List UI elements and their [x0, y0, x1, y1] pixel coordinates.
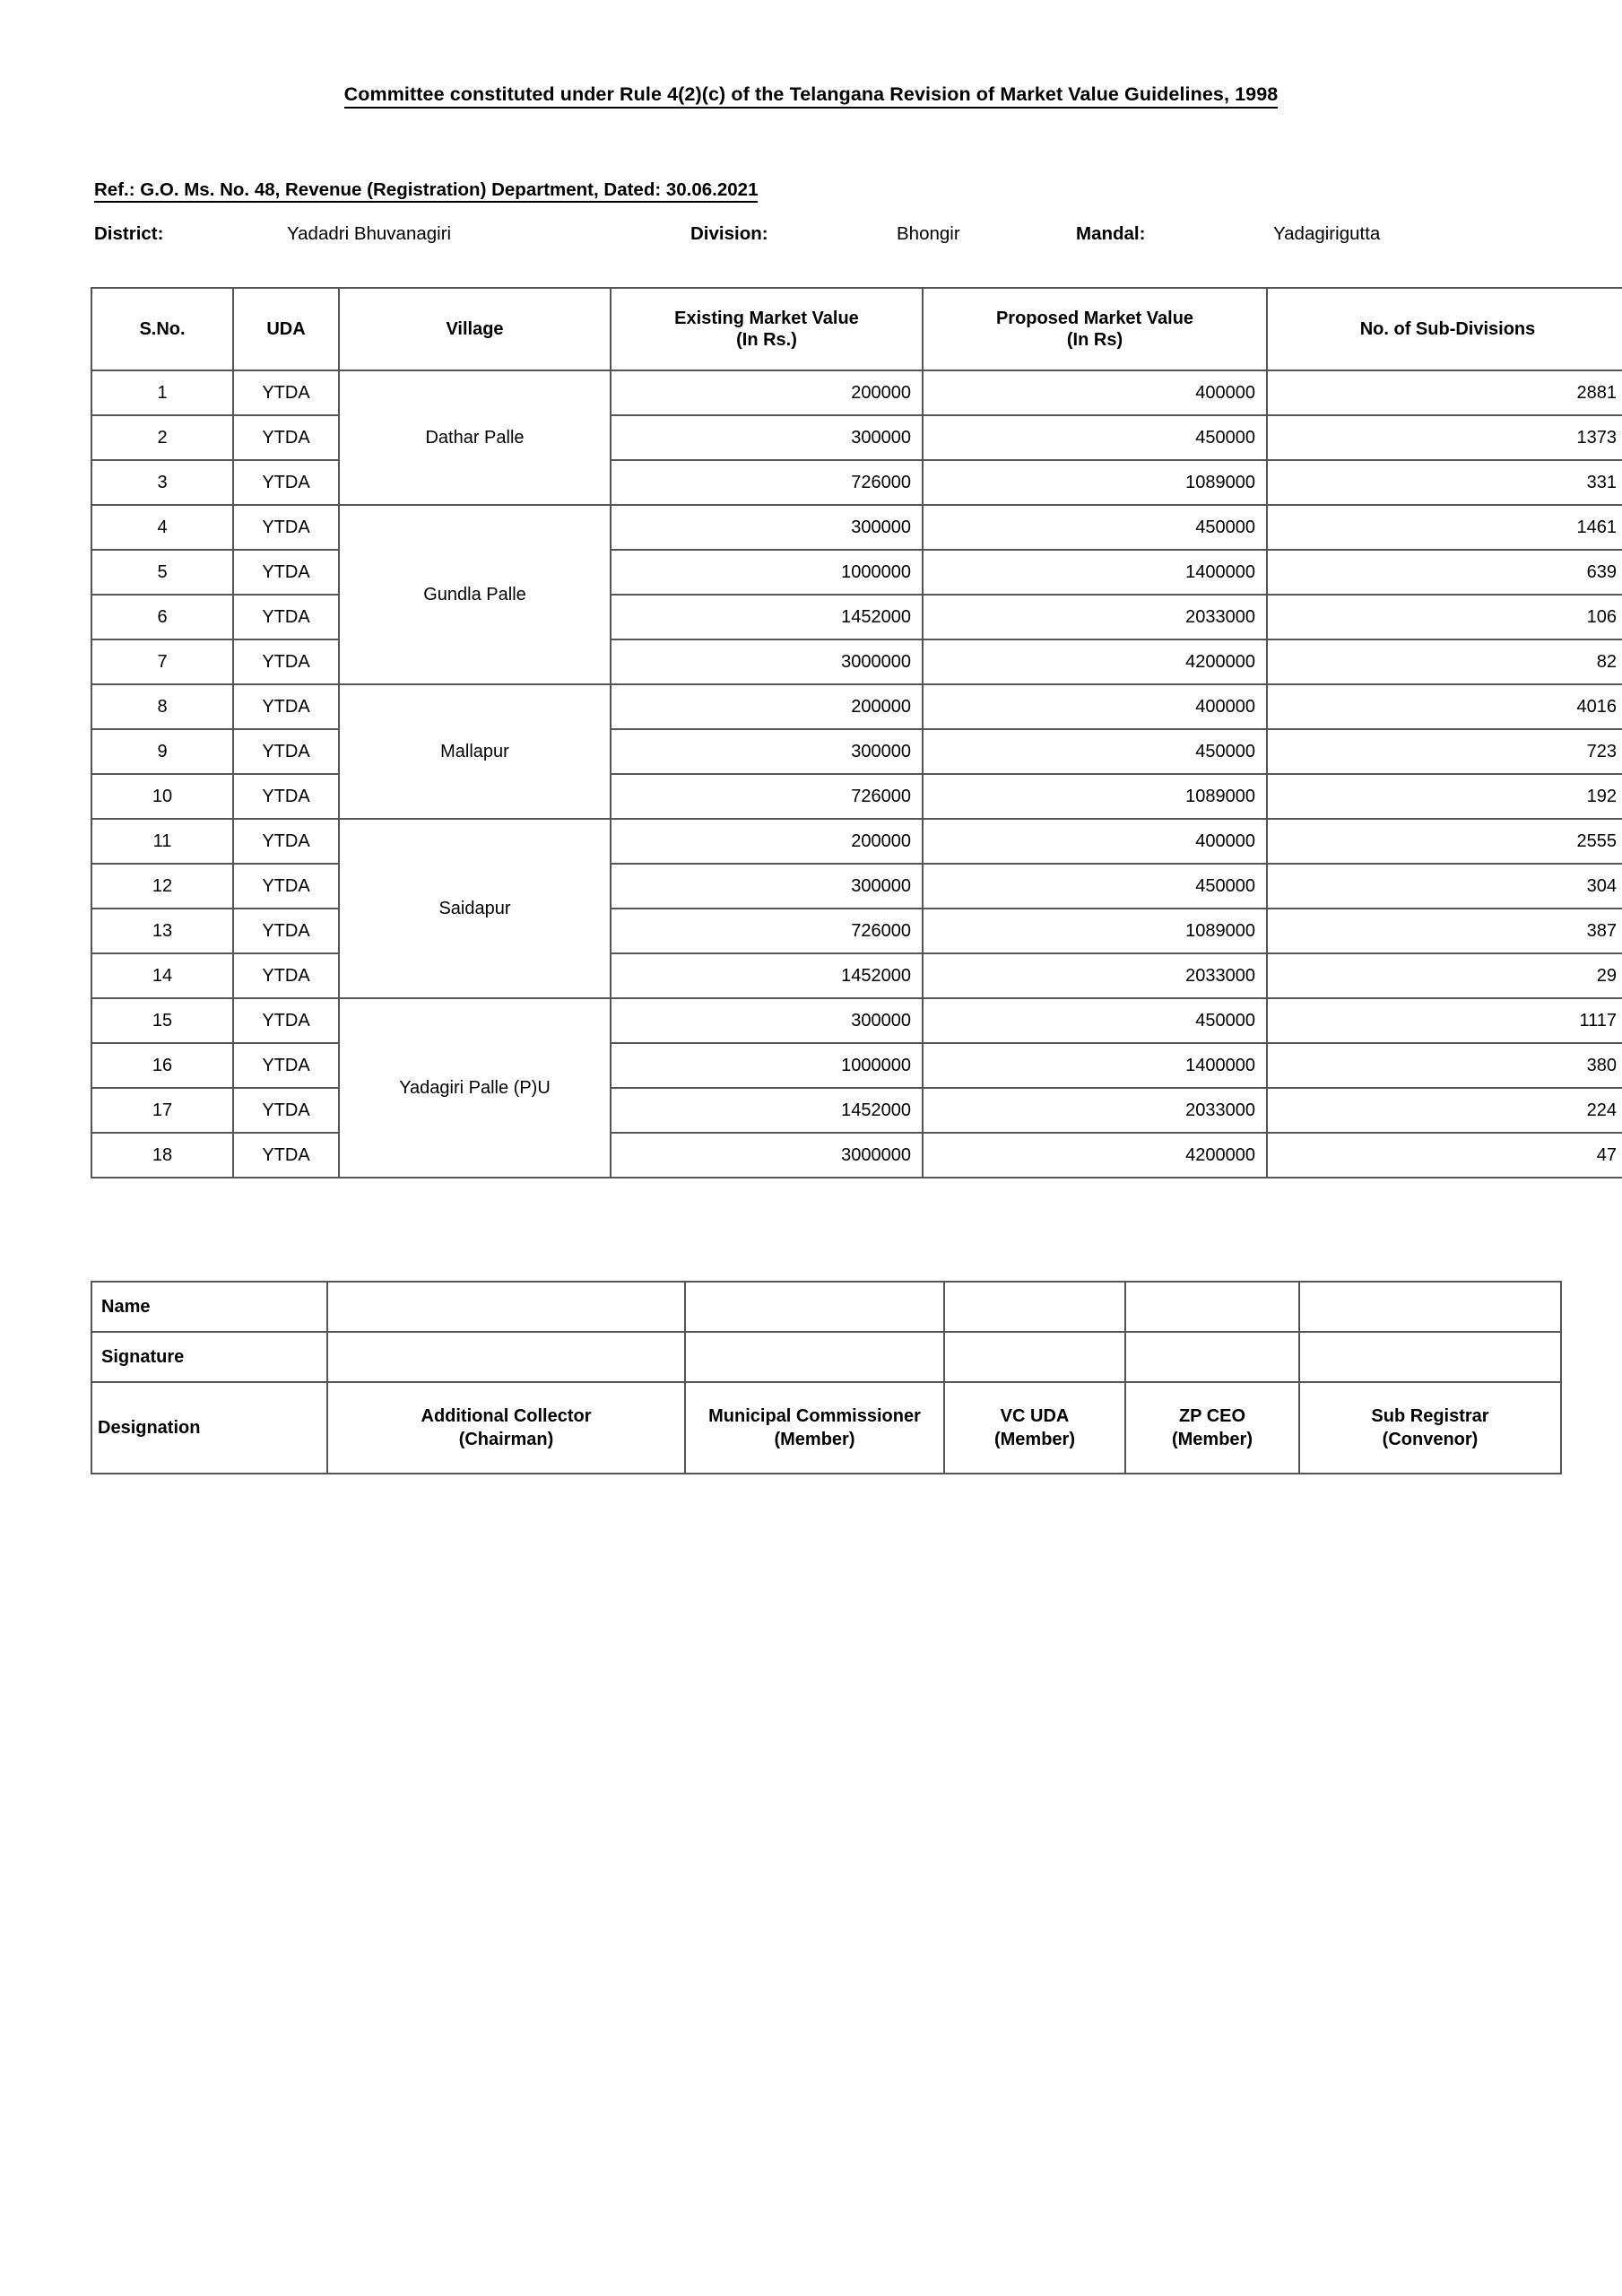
cell-sno: 1 — [91, 370, 233, 415]
cell-uda: YTDA — [233, 1043, 339, 1088]
cell-village: Yadagiri Palle (P)U — [339, 998, 611, 1178]
district-value: Yadadri Bhuvanagiri — [287, 223, 452, 244]
cell-sub-divisions: 1373 — [1267, 415, 1622, 460]
table-row — [91, 953, 1622, 998]
signature-name-field-3[interactable] — [944, 1282, 1125, 1332]
table-row — [91, 1043, 1622, 1088]
table-row — [91, 595, 1622, 639]
table-header-row — [91, 288, 1622, 370]
cell-existing-market-value: 726000 — [611, 909, 923, 953]
cell-sub-divisions: 1461 — [1267, 505, 1622, 550]
cell-sub-divisions: 387 — [1267, 909, 1622, 953]
cell-sno: 7 — [91, 639, 233, 684]
signature-row-name — [91, 1282, 1561, 1332]
signature-table-body — [91, 1282, 1561, 1474]
designation-title-4: ZP CEO — [1178, 1406, 1246, 1426]
designation-role-4: (Member) — [1171, 1430, 1253, 1449]
cell-sub-divisions: 47 — [1267, 1133, 1622, 1178]
cell-proposed-market-value: 2033000 — [923, 1088, 1267, 1133]
signature-label-signature: Signature — [91, 1332, 327, 1382]
cell-proposed-market-value: 450000 — [923, 505, 1267, 550]
cell-village: Dathar Palle — [339, 370, 611, 505]
table-row — [91, 1088, 1622, 1133]
designation-role-5: (Convenor) — [1382, 1430, 1479, 1449]
market-value-table-container — [91, 287, 1617, 1178]
cell-sub-divisions: 2555 — [1267, 819, 1622, 864]
cell-existing-market-value: 1000000 — [611, 550, 923, 595]
market-value-table-body — [91, 370, 1622, 1178]
signature-label-designation: Designation — [91, 1382, 327, 1474]
header-sno: S.No. — [91, 288, 233, 370]
table-row — [91, 505, 1622, 550]
cell-uda: YTDA — [233, 909, 339, 953]
signature-table — [91, 1281, 1562, 1474]
table-row — [91, 460, 1622, 505]
cell-uda: YTDA — [233, 953, 339, 998]
cell-sno: 14 — [91, 953, 233, 998]
cell-sno: 8 — [91, 684, 233, 729]
cell-sno: 2 — [91, 415, 233, 460]
signature-name-field-5[interactable] — [1299, 1282, 1561, 1332]
designation-cell-4 — [1125, 1382, 1299, 1474]
cell-sno: 11 — [91, 819, 233, 864]
cell-existing-market-value: 300000 — [611, 864, 923, 909]
cell-uda: YTDA — [233, 1088, 339, 1133]
designation-cell-5 — [1299, 1382, 1561, 1474]
cell-uda: YTDA — [233, 729, 339, 774]
table-row — [91, 729, 1622, 774]
signature-sign-field-3[interactable] — [944, 1332, 1125, 1382]
header-proposed-market-value-line2: (In Rs) — [1066, 330, 1123, 350]
signature-name-field-1[interactable] — [327, 1282, 685, 1332]
cell-existing-market-value: 3000000 — [611, 1133, 923, 1178]
mandal-label: Mandal: — [1076, 223, 1146, 244]
table-row — [91, 415, 1622, 460]
table-row — [91, 684, 1622, 729]
cell-sno: 18 — [91, 1133, 233, 1178]
cell-uda: YTDA — [233, 595, 339, 639]
cell-sub-divisions: 4016 — [1267, 684, 1622, 729]
cell-sub-divisions: 1117 — [1267, 998, 1622, 1043]
cell-uda: YTDA — [233, 684, 339, 729]
cell-proposed-market-value: 4200000 — [923, 639, 1267, 684]
designation-role-3: (Member) — [993, 1430, 1075, 1449]
designation-cell-3 — [944, 1382, 1125, 1474]
cell-proposed-market-value: 400000 — [923, 370, 1267, 415]
cell-proposed-market-value: 450000 — [923, 864, 1267, 909]
market-value-table-head — [91, 288, 1622, 370]
cell-existing-market-value: 300000 — [611, 505, 923, 550]
cell-sub-divisions: 639 — [1267, 550, 1622, 595]
cell-sub-divisions: 82 — [1267, 639, 1622, 684]
header-proposed-market-value-line1: Proposed Market Value — [995, 308, 1194, 328]
table-row — [91, 774, 1622, 819]
header-existing-market-value-line2: (In Rs.) — [736, 330, 797, 350]
division-label: Division: — [690, 223, 768, 244]
header-village: Village — [339, 288, 611, 370]
signature-name-field-4[interactable] — [1125, 1282, 1299, 1332]
cell-sno: 13 — [91, 909, 233, 953]
signature-table-container — [91, 1281, 1531, 1474]
cell-proposed-market-value: 450000 — [923, 729, 1267, 774]
cell-proposed-market-value: 1400000 — [923, 550, 1267, 595]
page-title-text: Committee constituted under Rule 4(2)(c) of the Telangana Revision of Market Value Guidelines, 1998 — [344, 83, 1279, 109]
cell-sub-divisions: 29 — [1267, 953, 1622, 998]
government-order-reference — [94, 179, 758, 201]
signature-row-designation — [91, 1382, 1561, 1474]
cell-uda: YTDA — [233, 998, 339, 1043]
table-row — [91, 639, 1622, 684]
cell-uda: YTDA — [233, 460, 339, 505]
cell-uda: YTDA — [233, 505, 339, 550]
mandal-value: Yadagirigutta — [1273, 223, 1381, 244]
cell-sno: 12 — [91, 864, 233, 909]
cell-proposed-market-value: 450000 — [923, 415, 1267, 460]
table-row — [91, 909, 1622, 953]
signature-sign-field-1[interactable] — [327, 1332, 685, 1382]
cell-uda: YTDA — [233, 864, 339, 909]
cell-existing-market-value: 1452000 — [611, 595, 923, 639]
cell-uda: YTDA — [233, 415, 339, 460]
cell-village: Gundla Palle — [339, 505, 611, 684]
cell-village: Saidapur — [339, 819, 611, 998]
table-row — [91, 1133, 1622, 1178]
header-sub-divisions: No. of Sub-Divisions — [1267, 288, 1622, 370]
header-uda: UDA — [233, 288, 339, 370]
table-row — [91, 370, 1622, 415]
cell-sno: 16 — [91, 1043, 233, 1088]
cell-sno: 17 — [91, 1088, 233, 1133]
cell-proposed-market-value: 400000 — [923, 819, 1267, 864]
cell-uda: YTDA — [233, 1133, 339, 1178]
cell-sno: 10 — [91, 774, 233, 819]
cell-sub-divisions: 380 — [1267, 1043, 1622, 1088]
cell-sub-divisions: 723 — [1267, 729, 1622, 774]
cell-proposed-market-value: 4200000 — [923, 1133, 1267, 1178]
cell-uda: YTDA — [233, 639, 339, 684]
designation-role-2: (Member) — [774, 1430, 855, 1449]
cell-existing-market-value: 3000000 — [611, 639, 923, 684]
page-title — [0, 83, 1622, 106]
cell-existing-market-value: 200000 — [611, 819, 923, 864]
designation-cell-1 — [327, 1382, 685, 1474]
cell-proposed-market-value: 450000 — [923, 998, 1267, 1043]
header-existing-market-value-line1: Existing Market Value — [674, 308, 859, 328]
signature-sign-field-4[interactable] — [1125, 1332, 1299, 1382]
cell-sno: 15 — [91, 998, 233, 1043]
cell-uda: YTDA — [233, 550, 339, 595]
cell-existing-market-value: 726000 — [611, 460, 923, 505]
cell-sub-divisions: 224 — [1267, 1088, 1622, 1133]
signature-sign-field-5[interactable] — [1299, 1332, 1561, 1382]
designation-title-5: Sub Registrar — [1371, 1406, 1489, 1426]
designation-title-1: Additional Collector — [421, 1406, 592, 1426]
cell-existing-market-value: 300000 — [611, 415, 923, 460]
cell-sno: 4 — [91, 505, 233, 550]
signature-label-name: Name — [91, 1282, 327, 1332]
table-row — [91, 864, 1622, 909]
cell-proposed-market-value: 1089000 — [923, 460, 1267, 505]
cell-existing-market-value: 200000 — [611, 370, 923, 415]
cell-sub-divisions: 106 — [1267, 595, 1622, 639]
cell-proposed-market-value: 2033000 — [923, 953, 1267, 998]
cell-proposed-market-value: 2033000 — [923, 595, 1267, 639]
header-proposed-market-value — [923, 288, 1267, 370]
signature-name-field-2[interactable] — [685, 1282, 944, 1332]
cell-existing-market-value: 200000 — [611, 684, 923, 729]
cell-existing-market-value: 1000000 — [611, 1043, 923, 1088]
cell-proposed-market-value: 1089000 — [923, 774, 1267, 819]
designation-title-2: Municipal Commissioner — [708, 1406, 921, 1426]
cell-sno: 6 — [91, 595, 233, 639]
cell-sub-divisions: 331 — [1267, 460, 1622, 505]
cell-uda: YTDA — [233, 819, 339, 864]
cell-sno: 5 — [91, 550, 233, 595]
district-label: District: — [94, 223, 164, 244]
cell-proposed-market-value: 400000 — [923, 684, 1267, 729]
government-order-reference-text: Ref.: G.O. Ms. No. 48, Revenue (Registration) Department, Dated: 30.06.2021 — [94, 179, 758, 203]
cell-existing-market-value: 1452000 — [611, 1088, 923, 1133]
cell-sub-divisions: 2881 — [1267, 370, 1622, 415]
header-existing-market-value — [611, 288, 923, 370]
cell-sub-divisions: 192 — [1267, 774, 1622, 819]
cell-uda: YTDA — [233, 370, 339, 415]
table-row — [91, 998, 1622, 1043]
cell-uda: YTDA — [233, 774, 339, 819]
cell-sno: 9 — [91, 729, 233, 774]
designation-cell-2 — [685, 1382, 944, 1474]
designation-role-1: (Chairman) — [458, 1430, 554, 1449]
market-value-table — [91, 287, 1622, 1178]
cell-sub-divisions: 304 — [1267, 864, 1622, 909]
cell-existing-market-value: 300000 — [611, 998, 923, 1043]
cell-sno: 3 — [91, 460, 233, 505]
location-meta-row — [0, 223, 1622, 250]
cell-existing-market-value: 300000 — [611, 729, 923, 774]
table-row — [91, 550, 1622, 595]
signature-sign-field-2[interactable] — [685, 1332, 944, 1382]
designation-title-3: VC UDA — [1000, 1406, 1070, 1426]
cell-existing-market-value: 726000 — [611, 774, 923, 819]
table-row — [91, 819, 1622, 864]
signature-row-signature — [91, 1332, 1561, 1382]
cell-proposed-market-value: 1400000 — [923, 1043, 1267, 1088]
cell-existing-market-value: 1452000 — [611, 953, 923, 998]
cell-proposed-market-value: 1089000 — [923, 909, 1267, 953]
cell-village: Mallapur — [339, 684, 611, 819]
division-value: Bhongir — [897, 223, 960, 244]
